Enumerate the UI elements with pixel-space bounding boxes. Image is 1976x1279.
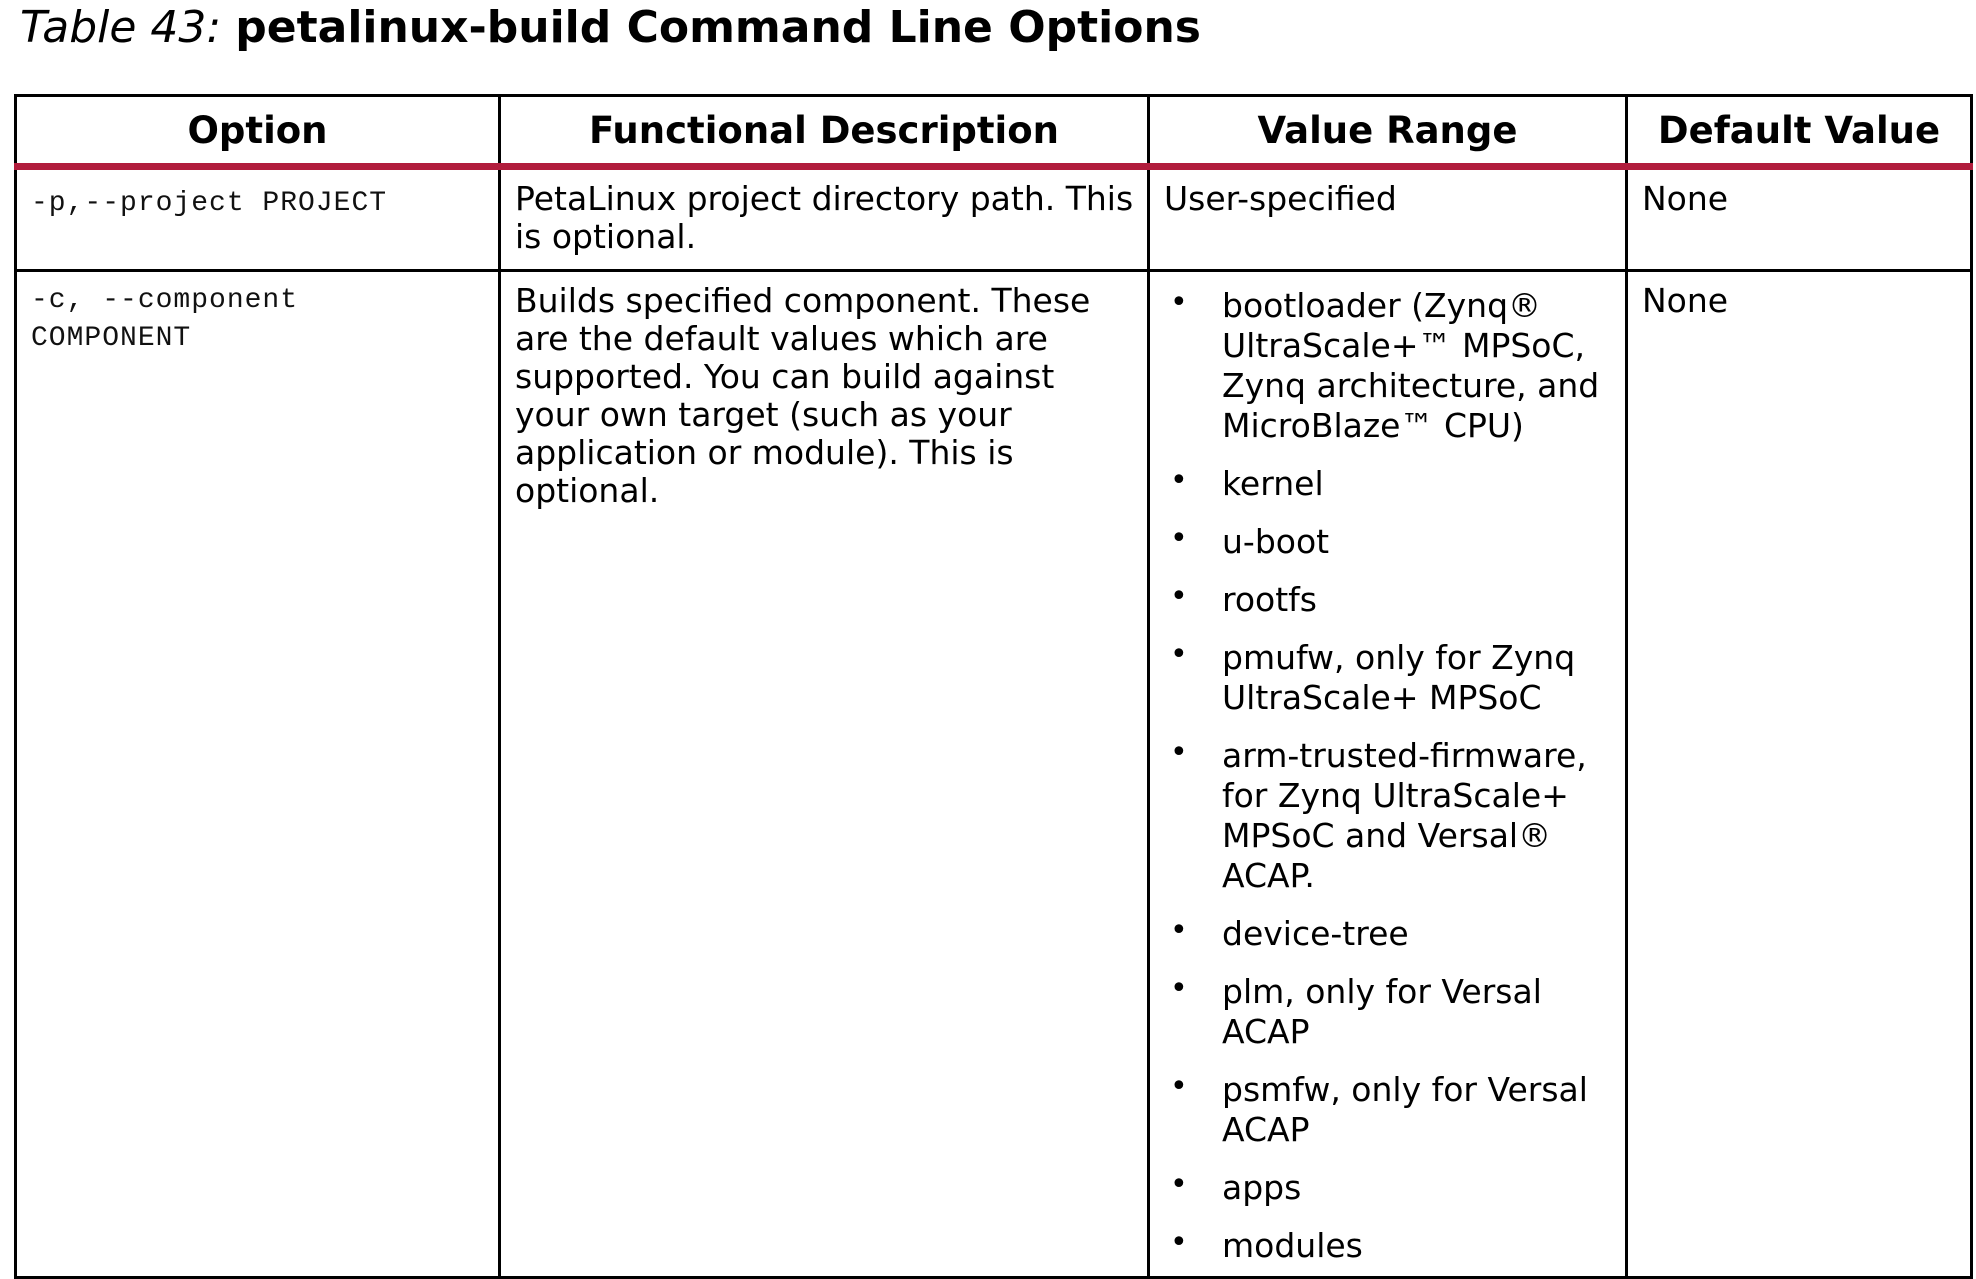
default-value-cell: None xyxy=(1627,271,1972,1278)
list-item-text: u-boot xyxy=(1222,522,1330,561)
list-item xyxy=(1164,286,1613,446)
list-item-text: apps xyxy=(1222,1168,1302,1207)
header-default-value: Default Value xyxy=(1627,96,1972,167)
option-component-flag: -c, --component xyxy=(31,285,299,316)
option-component-arg: COMPONENT xyxy=(31,323,192,354)
list-item xyxy=(1164,914,1613,954)
list-item xyxy=(1164,736,1613,896)
table-caption xyxy=(20,2,1201,54)
list-item xyxy=(1164,464,1613,504)
list-item-text: arm-trusted-firmware, for Zynq UltraScale+ MPSoC and Versal® ACAP. xyxy=(1222,736,1587,895)
list-item-text: plm, only for Versal ACAP xyxy=(1222,972,1542,1051)
bullet-icon: • xyxy=(1170,463,1188,498)
table-row xyxy=(16,271,1972,1278)
table-title: petalinux-build Command Line Options xyxy=(235,2,1201,53)
bullet-icon: • xyxy=(1170,285,1188,320)
list-item-text: psmfw, only for Versal ACAP xyxy=(1222,1070,1588,1149)
list-item-text: modules xyxy=(1222,1226,1363,1265)
bullet-icon: • xyxy=(1170,1069,1188,1104)
header-functional-description: Functional Description xyxy=(500,96,1149,167)
list-item xyxy=(1164,522,1613,562)
list-item-text: rootfs xyxy=(1222,580,1317,619)
list-item-text: pmufw, only for Zynq UltraScale+ MPSoC xyxy=(1222,638,1576,717)
list-item xyxy=(1164,972,1613,1052)
options-table xyxy=(14,94,1973,1279)
list-item xyxy=(1164,1168,1613,1208)
description-cell: PetaLinux project directory path. This is optional. xyxy=(500,167,1149,271)
list-item-text: kernel xyxy=(1222,464,1324,503)
header-value-range: Value Range xyxy=(1149,96,1627,167)
table-number: Table 43: xyxy=(20,2,222,53)
value-range-cell xyxy=(1149,271,1627,1278)
list-item xyxy=(1164,1070,1613,1150)
bullet-icon: • xyxy=(1170,913,1188,948)
bullet-icon: • xyxy=(1170,521,1188,556)
bullet-icon: • xyxy=(1170,1225,1188,1260)
list-item xyxy=(1164,1226,1613,1266)
bullet-icon: • xyxy=(1170,971,1188,1006)
list-item-text: device-tree xyxy=(1222,914,1409,953)
table-row xyxy=(16,167,1972,271)
option-project: -p,--project PROJECT xyxy=(31,188,388,219)
default-value-cell: None xyxy=(1627,167,1972,271)
value-range-list xyxy=(1164,286,1613,1266)
list-item-text: bootloader (Zynq® UltraScale+™ MPSoC, Zynq architecture, and MicroBlaze™ CPU) xyxy=(1222,286,1600,445)
list-item xyxy=(1164,580,1613,620)
bullet-icon: • xyxy=(1170,1167,1188,1202)
value-range-cell: User-specified xyxy=(1149,167,1627,271)
option-cell xyxy=(16,167,500,271)
bullet-icon: • xyxy=(1170,735,1188,770)
description-cell: Builds specified component. These are the default values which are supported. You can build against your own target (such as your application or module). This is optional. xyxy=(500,271,1149,1278)
option-cell xyxy=(16,271,500,1278)
bullet-icon: • xyxy=(1170,637,1188,672)
bullet-icon: • xyxy=(1170,579,1188,614)
list-item xyxy=(1164,638,1613,718)
header-option: Option xyxy=(16,96,500,167)
header-row xyxy=(16,96,1972,167)
